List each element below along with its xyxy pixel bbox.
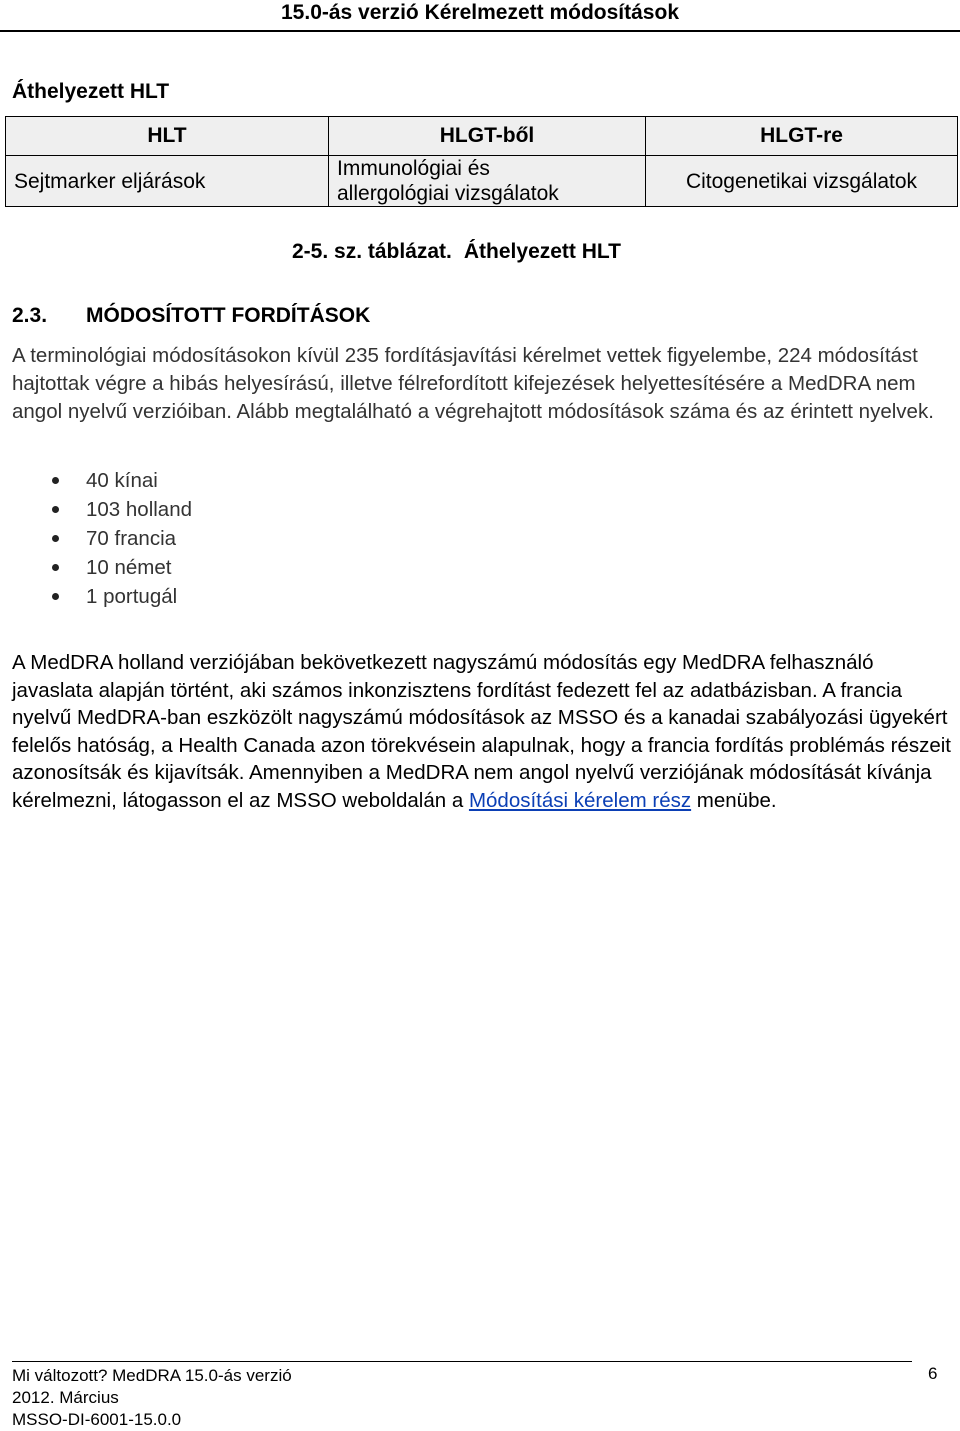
page-number: 6 bbox=[928, 1364, 938, 1383]
footer-title: Mi változott? MedDRA 15.0-ás verzió bbox=[12, 1366, 292, 1385]
page-header bbox=[0, 0, 960, 32]
table-header-hlt: HLT bbox=[6, 117, 329, 156]
bullet-icon bbox=[52, 506, 59, 513]
list-item-text: 70 francia bbox=[86, 527, 177, 550]
list-item-text: 103 holland bbox=[86, 498, 193, 521]
language-list bbox=[52, 466, 192, 611]
table-cell-to: Citogenetikai vizsgálatok bbox=[646, 156, 958, 207]
section-title: MÓDOSÍTOTT FORDÍTÁSOK bbox=[86, 304, 371, 327]
list-item bbox=[52, 553, 192, 582]
bullet-icon bbox=[52, 564, 59, 571]
table-header-row bbox=[6, 117, 958, 156]
bullet-icon bbox=[52, 535, 59, 542]
table-header-from: HLGT-ből bbox=[329, 117, 646, 156]
footer-date: 2012. Március bbox=[12, 1388, 119, 1407]
footer-doc-id: MSSO-DI-6001-15.0.0 bbox=[12, 1410, 182, 1429]
footer bbox=[12, 1365, 292, 1431]
moved-hlt-table bbox=[5, 116, 958, 207]
list-item-text: 10 német bbox=[86, 556, 172, 579]
list-item bbox=[52, 495, 192, 524]
details-paragraph bbox=[12, 649, 957, 814]
section-heading bbox=[12, 304, 370, 328]
change-request-link[interactable]: Módosítási kérelem rész bbox=[468, 788, 692, 812]
list-item-text: 40 kínai bbox=[86, 469, 158, 492]
section-number: 2.3. bbox=[12, 304, 48, 327]
details-text: A MedDRA holland verziójában bekövetkezett nagyszámú módosítás egy MedDRA felhasználó javaslata alapján történt, aki számos inkonzisztens fordítást fedezett fel az adatbázisban. A francia nyelvű MedDRA-ban eszközölt nagyszámú módosítások az MSSO és a kanadai szabályozási ügyekért felelős hatóság, a Health Canada azon törekvésein alapulnak, hogy a francia fordítás problémás részeit azonosítsák és kijavítsák. Amennyiben a MedDRA nem angol nyelvű verziójának módosítását kívánja kérelmezni, látogasson el az MSSO weboldalán a bbox=[12, 651, 952, 812]
table-cell-from-line2: allergológiai vizsgálatok bbox=[337, 182, 559, 205]
table-cell-hlt: Sejtmarker eljárások bbox=[6, 156, 329, 207]
bullet-icon bbox=[52, 593, 59, 600]
table-caption bbox=[292, 240, 621, 264]
list-item bbox=[52, 466, 192, 495]
list-item-text: 1 portugál bbox=[86, 585, 178, 608]
table-cell-from-line1: Immunológiai és bbox=[337, 157, 490, 180]
caption-text: Áthelyezett HLT bbox=[463, 240, 622, 263]
list-item bbox=[52, 582, 192, 611]
table-row bbox=[6, 156, 958, 207]
intro-paragraph: A terminológiai módosításokon kívül 235 fordításjavítási kérelmet vettek figyelembe, 224 módosítást hajtottak végre a hibás helyesírású, illetve félrefordított kifejezések helyettesítésére a MedDRA nem angol nyelvű verzióiban. Alább megtalálható a végrehajtott módosítások száma és az érintett nyelvek. bbox=[12, 344, 934, 423]
details-end: menübe. bbox=[691, 788, 777, 812]
table-cell-from bbox=[329, 156, 646, 207]
header-title: 15.0-ás verzió Kérelmezett módosítások bbox=[281, 1, 679, 24]
table-header-to: HLGT-re bbox=[646, 117, 958, 156]
bullet-icon bbox=[52, 477, 59, 484]
caption-number: 2-5. sz. táblázat. bbox=[292, 240, 452, 263]
moved-hlt-title: Áthelyezett HLT bbox=[12, 80, 170, 103]
footer-divider bbox=[12, 1361, 912, 1362]
list-item bbox=[52, 524, 192, 553]
